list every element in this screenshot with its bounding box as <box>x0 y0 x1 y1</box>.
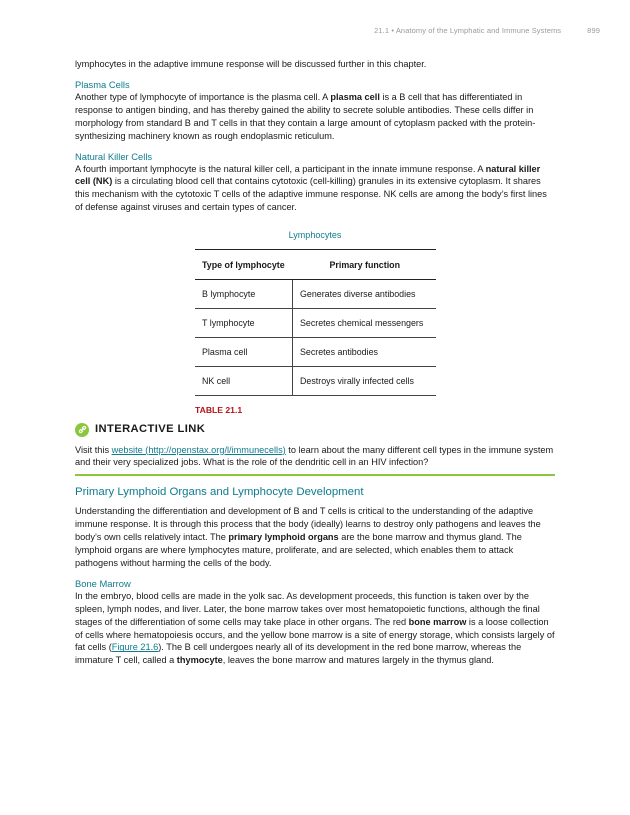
intro-text: lymphocytes in the adaptive immune response will be discussed further in this chapter. <box>75 59 427 69</box>
lymphocytes-table <box>195 249 436 396</box>
nk-text-2: is a circulating blood cell that contains cytotoxic (cell-killing) granules in its extensive cytoplasm. It shares this mechanism with the cytotoxic T cells of the adaptive immune response. NK cells are among the body’s first lines of defense against viruses and certain types of cancer. <box>75 176 547 213</box>
table-header-type: Type of lymphocyte <box>195 250 293 280</box>
plasma-text-2: is a B cell that has differentiated in response to antigen binding, and has thereby gained the ability to secrete soluble antibodies. These cells differ in morphology from standard B and T cells in that they contain a large amount of cytoplasm packed with the protein-synthesizing machinery known as rough endoplasmic reticulum. <box>75 91 536 141</box>
running-title: 21.1 • Anatomy of the Lymphatic and Immune Systems <box>374 26 562 35</box>
nk-cells-heading: Natural Killer Cells <box>75 150 153 162</box>
table-cell-function: Generates diverse antibodies <box>293 279 437 308</box>
table-row <box>195 308 436 337</box>
primary-lymphoid-heading: Primary Lymphoid Organs and Lymphocyte Development <box>75 486 364 499</box>
intro-paragraph <box>75 58 555 71</box>
bone-term-2: thymocyte <box>176 655 223 666</box>
primary-term: primary lymphoid organs <box>228 532 339 543</box>
bone-text-2: is a loose collection of cells where hematopoiesis occurs, and the yellow bone marrow is a site of energy storage, which consists largely of fat cells ( <box>75 616 555 653</box>
table-cell-function: Secretes chemical messengers <box>293 308 437 337</box>
bone-text-4: , leaves the bone marrow and matures largely in the thymus gland. <box>222 655 494 666</box>
table-label: TABLE 21.1 <box>195 404 243 415</box>
table-cell-function: Destroys virally infected cells <box>293 366 437 395</box>
table-row <box>195 337 436 366</box>
interactive-text-2: to learn about the many different cell types in the immune system and their very specialized jobs. What is the role of the dendritic cell in an HIV infection? <box>75 444 554 468</box>
plasma-cells-paragraph <box>75 91 555 143</box>
nk-term: natural killer cell (NK) <box>75 163 541 187</box>
plasma-text-1: Another type of lymphocyte of importance is the plasma cell. A <box>75 91 331 102</box>
bone-marrow-heading: Bone Marrow <box>75 577 131 589</box>
table-caption: Lymphocytes <box>288 230 342 241</box>
primary-text-2: are the bone marrow and thymus gland. The lymphoid organs are where lymphocytes mature, proliferate, and are selected, which enables them to attack pathogens without harming the cells of the body. <box>75 532 522 568</box>
primary-text-1: Understanding the differentiation and development of B and T cells is critical to the understanding of the adaptive immune response. It is through this process that the body (ideally) learns to destroy only pathogens and leaves the body’s own cells relatively intact. The <box>75 506 541 543</box>
plasma-term: plasma cell <box>330 91 380 102</box>
interactive-text-1: Visit this <box>75 444 112 455</box>
bone-term-1: bone marrow <box>408 616 467 627</box>
bone-text-1: In the embryo, blood cells are made in the yolk sac. As development proceeds, this function is taken over by the spleen, lymph nodes, and liver. Later, the bone marrow takes over most hematopoietic functions, although the final stages of the differentiation of some cells may take place in other organs. The red <box>75 590 540 627</box>
table-row <box>195 279 436 308</box>
table-cell-function: Secretes antibodies <box>293 337 437 366</box>
table-row <box>195 366 436 395</box>
table-header-row <box>195 250 436 280</box>
plasma-cells-heading: Plasma Cells <box>75 78 130 90</box>
figure-link[interactable]: Figure 21.6 <box>111 642 159 653</box>
bone-marrow-paragraph <box>75 590 555 667</box>
table-cell-type: T lymphocyte <box>195 308 293 337</box>
table-header-function: Primary function <box>293 250 437 280</box>
nk-cells-paragraph <box>75 163 555 215</box>
interactive-link-paragraph <box>75 444 555 470</box>
table-cell-type: B lymphocyte <box>195 279 293 308</box>
running-header <box>374 26 600 35</box>
link-icon <box>75 423 89 437</box>
bone-text-3: ). The B cell undergoes nearly all of its development in the red bone marrow, whereas the immature T cell, called a <box>75 642 522 666</box>
table-cell-type: NK cell <box>195 366 293 395</box>
table-cell-type: Plasma cell <box>195 337 293 366</box>
page-content <box>75 58 555 667</box>
nk-text-1: A fourth important lymphocyte is the natural killer cell, a participant in the innate immune response. A <box>75 163 486 174</box>
primary-lymphoid-paragraph <box>75 505 555 570</box>
page-number: 899 <box>587 26 600 35</box>
section-divider <box>75 474 555 476</box>
interactive-link-header <box>75 423 555 437</box>
website-link[interactable]: website (http://openstax.org/l/immunecells) <box>111 444 286 455</box>
interactive-link-title: INTERACTIVE LINK <box>95 423 206 436</box>
